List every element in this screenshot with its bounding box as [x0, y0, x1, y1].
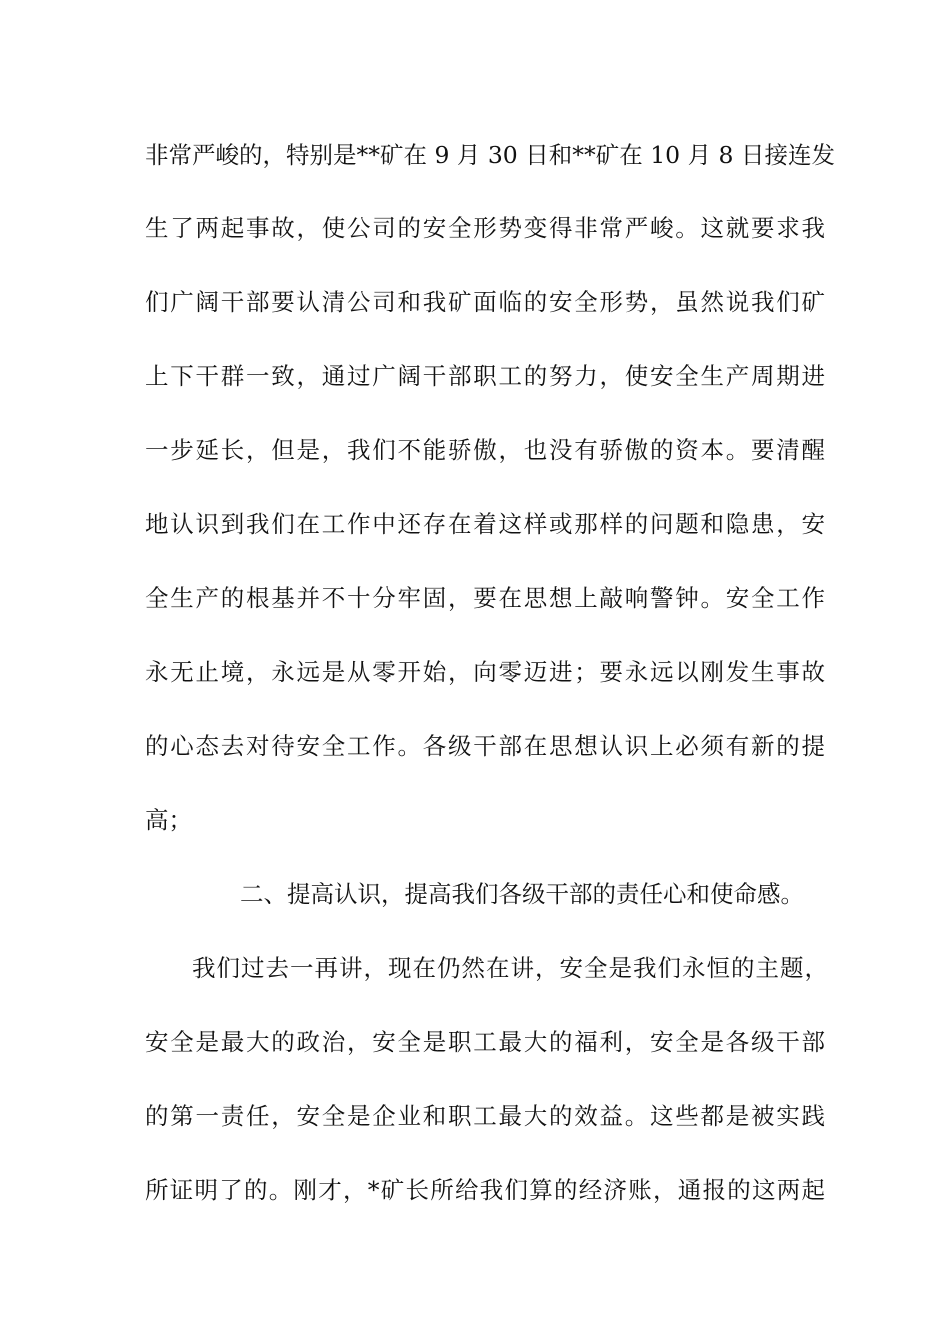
body-text-line: 全生产的根基并不十分牢固，要在思想上敲响警钟。安全工作 [145, 584, 825, 612]
section-heading: 二、提高认识，提高我们各级干部的责任心和使命感。 [240, 880, 804, 908]
body-text-line: 我们过去一再讲，现在仍然在讲，安全是我们永恒的主题， [192, 954, 828, 982]
body-text-line: 的第一责任，安全是企业和职工最大的效益。这些都是被实践 [145, 1102, 825, 1130]
body-text-line: 所证明了的。刚才，*矿长所给我们算的经济账，通报的这两起 [145, 1176, 825, 1204]
body-text-line: 的心态去对待安全工作。各级干部在思想认识上必须有新的提 [145, 732, 825, 760]
body-text-line: 一步延长，但是，我们不能骄傲，也没有骄傲的资本。要清醒 [145, 436, 825, 464]
body-text-line: 非常严峻的，特别是**矿在 9 月 30 日和**矿在 10 月 8 日接连发 [145, 141, 835, 169]
body-text-line: 地认识到我们在工作中还存在着这样或那样的问题和隐患，安 [145, 510, 825, 538]
body-text-line: 生了两起事故，使公司的安全形势变得非常严峻。这就要求我 [145, 214, 825, 242]
body-text-line: 们广阔干部要认清公司和我矿面临的安全形势，虽然说我们矿 [145, 288, 825, 316]
body-text-line: 安全是最大的政治，安全是职工最大的福利，安全是各级干部 [145, 1028, 825, 1056]
body-text-line: 高； [145, 806, 192, 834]
body-text-line: 永无止境，永远是从零开始，向零迈进；要永远以刚发生事故 [145, 658, 825, 686]
body-text-line: 上下干群一致，通过广阔干部职工的努力，使安全生产周期进 [145, 362, 825, 390]
